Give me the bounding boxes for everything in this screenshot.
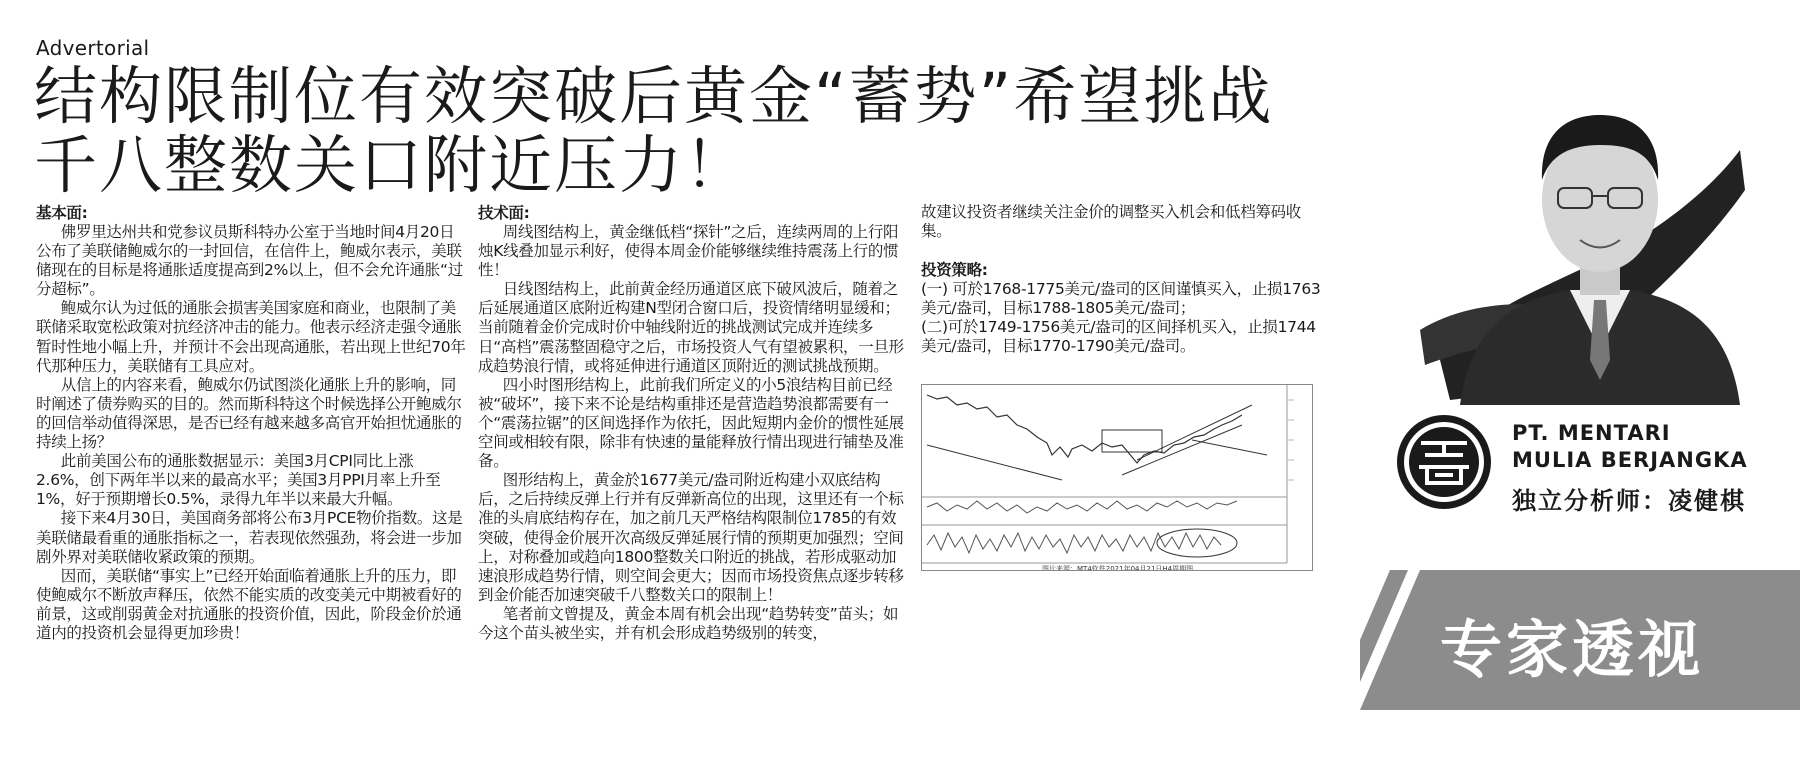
paragraph: 接下来4月30日，美国商务部将公布3月PCE物价指数。这是美联储最看重的通胀指标之一，若表现依然强劲，将会进一步加剧外界对美联储收紧政策的预期。: [36, 509, 463, 566]
paragraph: 笔者前文曾提及，黄金本周有机会出现“趋势转变”苗头；如今这个苗头被坐实，并有机会形成趋势级别的转变，: [478, 604, 899, 642]
strategy-item-1: (一) 可於1768-1775美元/盎司的区间谨慎买入，止损1763美元/盎司，目标1788-1805美元/盎司；: [921, 280, 1321, 318]
analyst-photo: [1420, 60, 1750, 405]
headline-line-2: 千八整数关口附近压力！: [34, 129, 749, 202]
banner-title: 专家透视: [1440, 613, 1705, 686]
column-technicals: [478, 203, 908, 643]
paragraph: 日线图结构上，此前黄金经历通道区底下破风波后，随着之后延展通道区底附近构建N型闭合窗口后，投资情绪明显缓和；当前随着金价完成时价中轴线附近的挑战测试完成并连续多日“高档”震荡整固稳守之后，市场投资人气有望被累积，一旦形成趋势浪行情，或将延伸进行通道区顶附近的测试挑战预期。: [478, 280, 904, 375]
paragraph: 佛罗里达州共和党参议员斯科特办公室于当地时间4月20日公布了美联储鲍威尔的一封回信，在信件上，鲍威尔表示，美联储现在的目标是将通胀适度提高到2%以上，但不会允许通胀“过分超标”。: [36, 223, 463, 299]
paragraph: 四小时图形结构上，此前我们所定义的小5浪结构目前已经被“破坏”，接下来不论是结构重排还是营造趋势浪都需要有一个“震荡拉锯”的区间选择作为依托，因此短期内金价的惯性延展空间或相较有限，除非有快速的量能释放行情出现进行铺垫及准备。: [478, 375, 904, 471]
paragraph: 此前美国公布的通胀数据显示：美国3月CPI同比上涨2.6%，创下两年半以来的最高水平；美国3月PPI月率上升至1%，好于预期增长0.5%，录得九年半以来最大升幅。: [36, 452, 441, 509]
paragraph: 鲍威尔认为过低的通胀会损害美国家庭和商业，也限制了美联储采取宽松政策对抗经济冲击的能力。他表示经济走强令通胀暂时性地小幅上升，并预计不会出现高通胀，若出现上世纪70年代那种压力，美联储有工具应对。: [36, 299, 466, 375]
technicals-heading: 技术面:: [478, 204, 530, 222]
paragraph: 从信上的内容来看，鲍威尔仍试图淡化通胀上升的影响，同时阐述了债券购买的目的。然而斯科特这个时候选择公开鲍威尔的回信举动值得深思，是否已经有越来越多高官开始担忧通胀的持续上扬？: [36, 375, 462, 452]
strategy-item-2: (二)可於1749-1756美元/盎司的区间择机买入，止损1744美元/盎司，目标1770-1790美元/盎司。: [921, 318, 1316, 356]
paragraph: 故建议投资者继续关注金价的调整买入机会和低档筹码收集。: [921, 203, 1302, 241]
shou-symbol-icon: [1395, 413, 1493, 511]
paragraph: 图形结构上，黄金於1677美元/盎司附近构建小双底结构后，之后持续反弹上行并有反弹新高位的出现，这里还有一个标准的头肩底结构存在，加之前几天严格结构限制位1785的有效突破，使得金价展开次高级反弹延展行情的预期更加强烈；空间上，对称叠加或趋向1800整数关口附近的挑战，若形成驱动加速浪形成趋势行情，则空间会更大；因而市场投资焦点逐步转移到金价能否加速突破千八整数关口的限制上！: [478, 471, 904, 604]
company-name-line-1: PT. MENTARI: [1512, 421, 1671, 445]
column-fundamentals: [36, 203, 466, 643]
advertorial-label: Advertorial: [36, 36, 150, 60]
price-chart-image: [921, 384, 1313, 571]
company-name-line-2: MULIA BERJANGKA: [1512, 448, 1748, 472]
chart-graphic: [922, 385, 1312, 570]
column-strategy: [921, 203, 1321, 357]
headline: [34, 62, 1364, 200]
company-name: [1512, 420, 1748, 474]
paragraph: 周线图结构上，黄金继低档“探针”之后，连续两周的上行阳烛K线叠加显示利好，使得本周金价能够继续维持震荡上行的惯性！: [478, 223, 899, 280]
chart-caption: 图片来源：MT4软件2021年04月21日H4周期图: [1042, 565, 1194, 570]
fundamentals-heading: 基本面:: [36, 204, 88, 222]
strategy-heading: 投资策略:: [921, 261, 988, 280]
headline-line-1: 结构限制位有效突破后黄金“蓄势”希望挑战: [34, 60, 1274, 133]
paragraph: 因而，美联储“事实上”已经开始面临着通胀上升的压力，即使鲍威尔不断放声释压，依然不能实质的改变美元中期被看好的前景，这或削弱黄金对抗通胀的投资价值，因此，阶段金价於通道内的投资机会显得更加珍贵！: [36, 566, 462, 642]
analyst-portrait-graphic: [1420, 60, 1750, 405]
analyst-credit: 独立分析师：凌健棋: [1512, 487, 1746, 515]
